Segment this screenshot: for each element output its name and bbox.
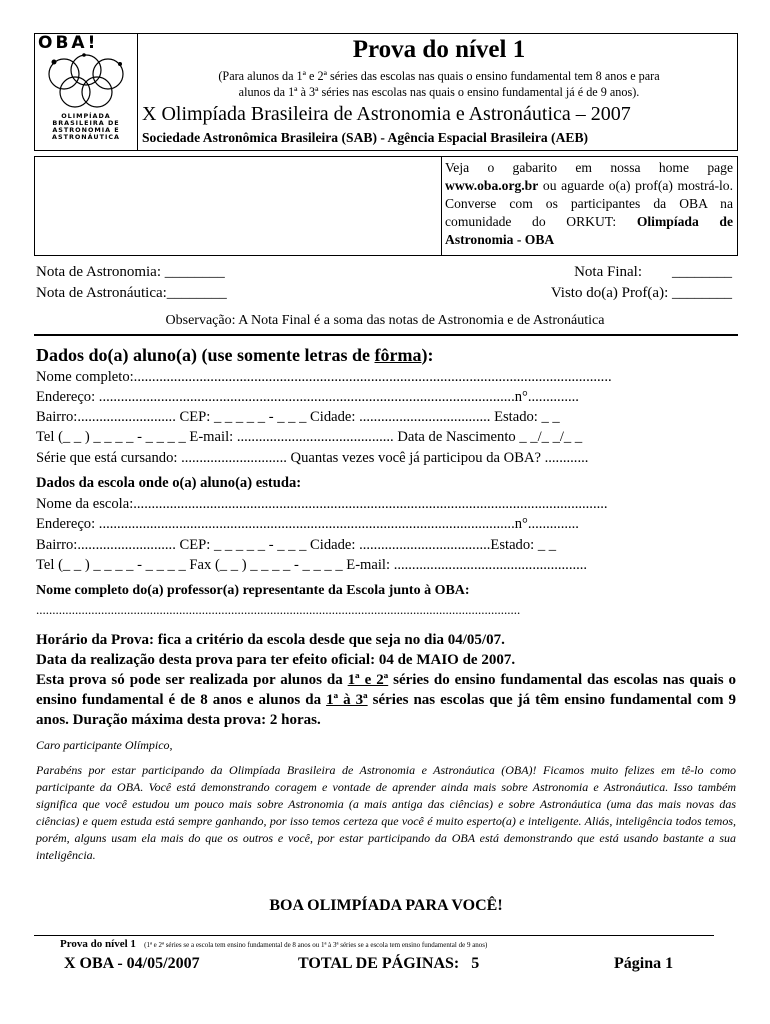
grade-visto: Visto do(a) Prof(a): ________ [550,285,732,301]
student-name-field[interactable]: Nome completo:................................................................................................................................... [36,369,612,385]
info-box-divider [441,156,442,256]
logo-subtitle: OLIMPÍADA BRASILEIRA DE ASTRONOMIA E ASTRONÁUTICA [52,112,120,141]
olympic-rings-logo-icon [44,52,128,112]
grade-observation: Observação: A Nota Final é a soma das notas de Astronomia e de Astronáutica [165,313,605,328]
olympiad-name: X Olimpíada Brasileira de Astronomia e Astronáutica – 2007 [142,103,631,125]
footer-level-note: Prova do nível 1 (1ª e 2ª séries se a escola tem ensino fundamental de 8 anos ou 1ª à 3ª séries se a escola tem ensino fundamental de 9 anos) [60,938,488,950]
student-section-title: Dados do(a) aluno(a) (use somente letras de fôrma): [36,345,434,365]
grade-final: Nota Final: ________ [574,264,732,280]
orkut-community: Olimpíada de Astronomia - OBA [445,214,733,247]
teacher-name-field[interactable]: ..................................................................................................................................................... [36,602,521,617]
grade-astronautics: Nota de Astronáutica:________ [36,285,227,301]
exam-eligibility: Esta prova só pode ser realizada por alunos da 1ª e 2ª séries do ensino fundamental das escolas nas quais o ensino fundamental é de 8 anos e alunos da 1ª à 3ª séries nas escolas que já têm ensino fundamental com 9 anos. Duração máxima desta prova: 2 horas. [36,672,736,728]
exam-official-date: Data da realização desta prova para ter efeito oficial: 04 de MAIO de 2007. [36,652,516,668]
divider-line [34,334,738,336]
society-name: Sociedade Astronômica Brasileira (SAB) - Agência Espacial Brasileira (AEB) [142,130,589,145]
school-phone-field[interactable]: Tel (_ _ ) _ _ _ _ - _ _ _ _ Fax (_ _ ) _ _ _ _ - _ _ _ _ E-mail: ..................................................... [36,557,588,573]
student-neighborhood-field[interactable]: Bairro:........................... CEP: _ _ _ _ _ - _ _ _ Cidade: .................................... Estado: _ _ [36,409,560,425]
school-address-field[interactable]: Endereço: ..................................................................................................................n°.............. [36,516,579,532]
exam-schedule: Horário da Prova: fica a critério da escola desde que seja no dia 04/05/07. [36,632,505,648]
student-address-field[interactable]: Endereço: ..................................................................................................................n°.............. [36,389,579,405]
letter-closing: BOA OLIMPÍADA PARA VOCÊ! [269,897,503,914]
title-subtitle: (Para alunos da 1ª e 2ª séries das escolas nas quais o ensino fundamental tem 8 anos e para alunos da 1ª à 3ª séries nas escolas nas quais o ensino fundamental já é de 9 anos). [218,69,660,99]
footer-edition: X OBA - 04/05/2007 [64,955,200,972]
grade-astronomy: Nota de Astronomia: ________ [36,264,225,280]
school-neighborhood-field[interactable]: Bairro:........................... CEP: _ _ _ _ _ - _ _ _ Cidade: ....................................Estado: _ _ [36,537,557,553]
footer-page-number: Página 1 [614,955,674,972]
school-section-title: Dados da escola onde o(a) aluno(a) estuda: [36,475,302,491]
page-title: Prova do nível 1 [352,36,526,63]
letter-greeting: Caro participante Olímpico, [36,738,173,752]
student-grade-field[interactable]: Série que está cursando: ............................. Quantas vezes você já participou da OBA? ............ [36,450,589,466]
footer-divider [34,935,714,936]
oba-logo-text: OBA! [38,33,99,53]
school-name-field[interactable]: Nome da escola:.................................................................................................................................. [36,496,608,512]
letter-body: Parabéns por estar participando da Olimpíada Brasileira de Astronomia e Astronáutica (OBA)! Ficamos muito felizes em tê-lo como participante da OBA. Você está demonstrando coragem e vontade de aprender ainda mais sobre Astronomia e Astronáutica. Isso também significa que você estudou um pouco mais sobre Astronomia (a mais antiga das ciências) e sobre Astronáutica (uma das mais novas das ciências) e quem estuda está sempre ganhando, por isso temos certeza que você é muito esperto(a) e inteligente. Aliás, inteligência todos temos, porém, alguns usam ela mais do que os outros e você, por estar participando da OBA está demonstrando que está usando bastante a sua inteligência. [36,763,736,862]
site-url-link[interactable]: www.oba.org.br [445,178,539,193]
student-phone-field[interactable]: Tel (_ _ ) _ _ _ _ - _ _ _ _ E-mail: ........................................... Data de Nascimento _ _/_ _/_ _ [36,429,583,445]
teacher-section-title: Nome completo do(a) professor(a) representante da Escola junto à OBA: [36,583,470,598]
site-note: Veja o gabarito em nossa home page www.oba.org.br ou aguarde o(a) prof(a) mostrá-lo. Converse com os participantes da OBA na comunidade do ORKUT: Olimpíada de Astronomia - OBA [445,160,733,247]
footer-total-pages: TOTAL DE PÁGINAS: 5 [298,955,480,972]
